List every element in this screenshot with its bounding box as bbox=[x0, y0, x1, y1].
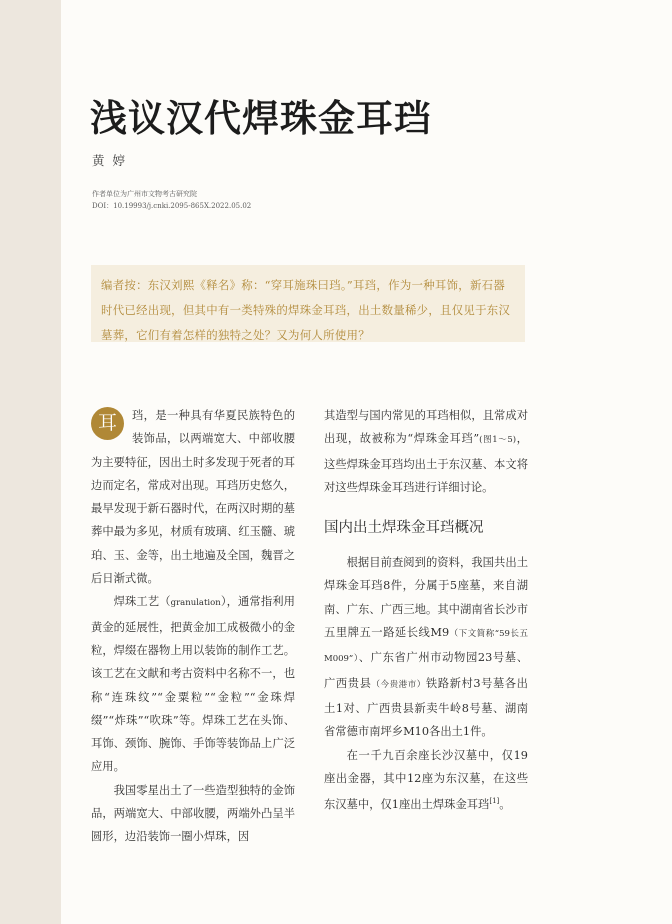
editor-note-text: 编者按：东汉刘熙《释名》称：“穿耳施珠曰珰。”耳珰，作为一种耳饰，新石器时代已经出现，但其中有一类特殊的焊珠金耳珰，出土数量稀少，且仅见于东汉墓葬，它们有着怎样的独特之处？又为何人所使用？ bbox=[101, 278, 511, 342]
drop-cap: 耳 bbox=[91, 407, 124, 440]
paragraph-finds: 我国零星出土了一些造型独特的金饰品，两端宽大、中部收腰，两端外凸呈半圆形，边沿装饰一圈小焊珠，因 bbox=[91, 783, 295, 844]
continued-text-a: 其造型与国内常见的耳珰相似，且常成对出现，故被称为“焊珠金耳珰” bbox=[324, 409, 528, 446]
paragraph-granulation bbox=[91, 590, 295, 778]
doi: DOI：10.19993/j.cnki.2095-865X.2022.05.02 bbox=[92, 202, 252, 210]
paragraph-intro bbox=[91, 404, 295, 590]
author-affiliation: 作者单位为广州市文物考古研究院 bbox=[92, 190, 197, 198]
article-author: 黄婷 bbox=[92, 153, 134, 168]
overview-note-abbrev: （下文简称“59长五M009”） bbox=[324, 629, 528, 665]
article-title: 浅议汉代焊珠金耳珰 bbox=[90, 96, 432, 140]
granulation-text-b: ），通常指利用黄金的延展性，把黄金加工成极微小的金粒，焊缀在器物上用以装饰的制作工艺。该工艺在文献和考古资料中名称不一，也称“连珠纹”“金粟粒”“金粒”“金珠焊缀”“炸珠”“吹珠”等。焊珠工艺在头饰、耳饰、颈饰、腕饰、手饰等装饰品上广泛应用。 bbox=[91, 595, 295, 774]
granulation-term: granulation bbox=[170, 598, 221, 609]
page-edge-strip bbox=[0, 0, 61, 924]
paragraph-continued bbox=[324, 404, 528, 499]
changsha-text-b: 。 bbox=[499, 797, 511, 811]
paragraph-changsha bbox=[324, 744, 528, 817]
overview-text-a: 根据目前查阅到的资料，我国共出土焊珠金耳珰8件，分属于5座墓，来自湖南、广东、广西三地。其中湖南省长沙市五里牌五一路延长线M9 bbox=[324, 556, 528, 640]
overview-note-place: （今贵港市） bbox=[371, 679, 426, 690]
continued-text-b: ，这些焊珠金耳珰均出土于东汉墓、本文将对这些焊珠金耳珰进行详细讨论。 bbox=[324, 432, 528, 494]
overview-text-b: 、广东省广州市动物园23号墓、广西贵县 bbox=[324, 651, 528, 690]
citation-ref: [1] bbox=[489, 797, 500, 806]
intro-text: 珰，是一种具有华夏民族特色的装饰品，以两端宽大、中部收腰为主要特征，因出土时多发现于死者的耳边而定名，常成对出现。耳珰历史悠久，最早发现于新石器时代，在两汉时期的墓葬中最为多见，材质有玻璃、红玉髓、琥珀、玉、金等，出土地遍及全国，魏晋之后日渐式微。 bbox=[91, 409, 295, 586]
editor-note-box bbox=[91, 265, 525, 342]
body-column-right bbox=[324, 404, 528, 816]
paragraph-overview bbox=[324, 551, 528, 743]
granulation-text-a: 焊珠工艺（ bbox=[113, 595, 171, 609]
section-heading: 国内出土焊珠金耳珰概况 bbox=[324, 520, 484, 537]
body-column-left bbox=[91, 404, 295, 849]
figure-reference: (图1～5) bbox=[479, 435, 517, 446]
overview-text-c: 铁路新村3号墓各出土1对、广西贵县新卖牛岭8号墓、湖南省常德市南坪乡M10各出土1件。 bbox=[324, 676, 528, 739]
changsha-text-a: 在一千九百余座长沙汉墓中，仅19座出金器，其中12座为东汉墓，在这些东汉墓中，仅1座出土焊珠金耳珰 bbox=[324, 748, 528, 811]
